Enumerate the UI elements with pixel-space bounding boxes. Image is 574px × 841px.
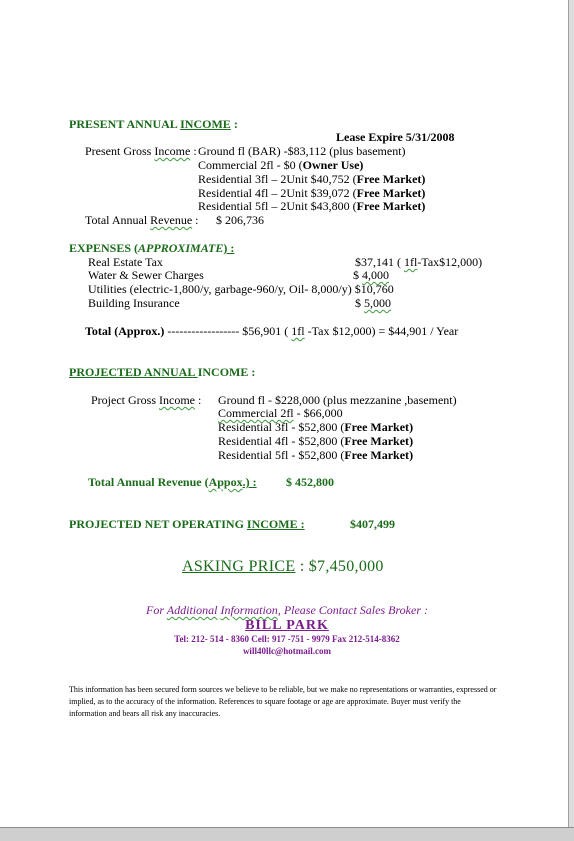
present-income-row — [198, 186, 425, 200]
expense-value-floor: 1fl — [404, 255, 418, 269]
expense-value-amount: 4,000 — [362, 268, 389, 282]
projected-income-heading-word: INCOME : — [197, 365, 256, 379]
expense-label: Real Estate Tax — [88, 255, 163, 269]
present-total-label-colon: : — [192, 213, 199, 227]
asking-price — [182, 558, 384, 576]
projected-row-text: Residential 3fl - $52,800 ( — [218, 420, 345, 434]
projected-total-value: $ 452,800 — [286, 475, 334, 489]
present-row-text: Ground fl (BAR) -$83,112 (plus basement) — [198, 144, 406, 158]
present-gross-label-colon: : — [190, 144, 197, 158]
projected-income-row — [218, 434, 413, 448]
expenses-heading-close: ) : — [223, 241, 235, 255]
disclaimer: This information has been secured form sources we believe to be reliable, but we make no representations or warranties, expressed or implied, as to the accuracy of the information. References to square footage or age are approximate. Buyer must verify the information and bears all risk any inaccuracies. — [69, 685, 497, 718]
broker-email[interactable]: will40llc@hotmail.com — [242, 646, 332, 656]
present-income-row — [198, 144, 406, 158]
present-row-close: ) — [421, 186, 426, 200]
projected-income-heading — [69, 365, 255, 379]
expense-label: Water & Sewer Charges — [88, 268, 204, 282]
projected-row-text: Commercial 2fl — [218, 406, 294, 420]
projected-row-close: ) — [409, 420, 414, 434]
expenses-total-floor: 1fl — [291, 324, 305, 338]
projected-gross-label-word: Income — [159, 393, 195, 407]
projected-total-label-colon: .) : — [242, 475, 257, 489]
present-income-row — [198, 158, 363, 172]
expense-value-text: $ — [355, 296, 364, 310]
projected-income-row — [218, 448, 413, 462]
expense-value-text: $37,141 ( — [355, 255, 404, 269]
expenses-heading — [69, 241, 234, 255]
projected-row-amount: - $66,000 — [293, 406, 343, 420]
present-gross-label-word: Income — [154, 144, 191, 158]
projected-gross-label-colon: : — [194, 393, 202, 407]
present-row-text: Residential 3fl – 2Unit $40,752 ( — [198, 172, 357, 186]
broker-name — [0, 618, 574, 634]
projected-row-text: Residential 4fl - $52,800 ( — [218, 434, 345, 448]
expense-value-amount: 5,000 — [364, 296, 391, 310]
horizontal-scrollbar[interactable] — [0, 827, 574, 841]
contact-line-text: For — [146, 603, 167, 617]
projected-row-status: Free Market — [344, 420, 410, 434]
lease-expire: Lease Expire 5/31/2008 — [336, 130, 455, 144]
expense-value — [355, 296, 391, 310]
projected-gross-label-text: Project Gross — [91, 393, 159, 407]
net-income-label-word: INCOME — [246, 517, 298, 531]
present-income-heading — [69, 117, 238, 131]
net-operating-income-label — [69, 517, 305, 531]
expense-value-text: $ — [353, 268, 362, 282]
contact-line — [0, 603, 574, 618]
net-income-label-colon: : — [297, 517, 305, 531]
present-row-text: Residential 4fl – 2Unit $39,072 ( — [198, 186, 357, 200]
expense-value — [353, 268, 389, 282]
net-operating-income-value: $407,499 — [350, 517, 395, 531]
projected-row-close: ) — [409, 434, 414, 448]
present-income-heading-text: PRESENT ANNUAL — [69, 117, 181, 131]
contact-line-word: Additional — [166, 603, 218, 617]
projected-total-label — [88, 475, 257, 489]
present-income-row — [198, 172, 425, 186]
present-row-status: Free Market — [356, 199, 422, 213]
broker-name-text: BILL PARK — [245, 618, 329, 633]
present-row-close: ) — [421, 172, 426, 186]
projected-row-status: Free Market — [344, 448, 410, 462]
projected-row-text: Ground fl - $228,000 (plus mezzanine ,basement) — [218, 393, 457, 407]
expenses-total-amount: ------------------ $56,901 ( — [164, 324, 292, 338]
expense-label: Utilities (electric-1,800/y, garbage-960/y, Oil- 8,000/y) $10,760 — [88, 282, 394, 296]
projected-income-row — [218, 406, 343, 420]
present-row-text: Commercial 2fl - $0 ( — [198, 158, 303, 172]
projected-gross-label — [91, 393, 201, 407]
expenses-heading-italic: APPROXIMATE — [138, 241, 224, 255]
projected-total-label-text: Total Annual Revenue ( — [88, 475, 209, 489]
present-total-label-text: Total Annual — [85, 213, 151, 227]
present-total-label — [85, 213, 198, 227]
present-gross-label — [85, 144, 197, 158]
vertical-scrollbar[interactable] — [568, 0, 574, 827]
contact-line-rest: , Please Contact Sales Broker : — [277, 603, 428, 617]
projected-income-heading-text: PROJECTED ANNUAL — [69, 365, 198, 379]
present-income-heading-word: INCOME — [180, 117, 231, 131]
present-row-close: ) — [359, 158, 364, 172]
present-row-status: Free Market — [356, 186, 422, 200]
expenses-heading-text: EXPENSES ( — [69, 241, 139, 255]
present-row-close: ) — [421, 199, 426, 213]
contact-line-word: Information — [220, 603, 278, 617]
present-total-value: $ 206,736 — [216, 213, 264, 227]
present-income-heading-colon: : — [230, 117, 238, 131]
present-row-text: Residential 5fl – 2Unit $43,800 ( — [198, 199, 357, 213]
expense-value — [355, 255, 482, 269]
expenses-total-label: Total (Approx.) — [85, 324, 165, 338]
net-income-label-text: PROJECTED NET OPERATING — [69, 517, 247, 531]
expense-label: Building Insurance — [88, 296, 180, 310]
present-gross-label-text: Present Gross — [85, 144, 155, 158]
projected-income-row — [218, 393, 457, 407]
expenses-total-rest: -Tax $12,000) = $44,901 / Year — [304, 324, 459, 338]
projected-row-close: ) — [409, 448, 414, 462]
projected-total-label-word: Appox — [208, 475, 243, 489]
asking-price-label: ASKING PRICE — [182, 558, 296, 575]
asking-price-value: : $7,450,000 — [295, 558, 384, 575]
projected-income-row — [218, 420, 413, 434]
expense-value-rest: -Tax$12,000) — [417, 255, 483, 269]
present-row-status: Owner Use — [302, 158, 360, 172]
present-income-row — [198, 199, 425, 213]
expenses-total — [85, 324, 458, 338]
broker-phone: Tel: 212- 514 - 8360 Cell: 917 -751 - 9979 Fax 212-514-8362 — [174, 634, 400, 644]
present-row-status: Free Market — [356, 172, 422, 186]
projected-row-status: Free Market — [344, 434, 410, 448]
present-total-label-word: Revenue — [150, 213, 193, 227]
projected-row-text: Residential 5fl - $52,800 ( — [218, 448, 345, 462]
